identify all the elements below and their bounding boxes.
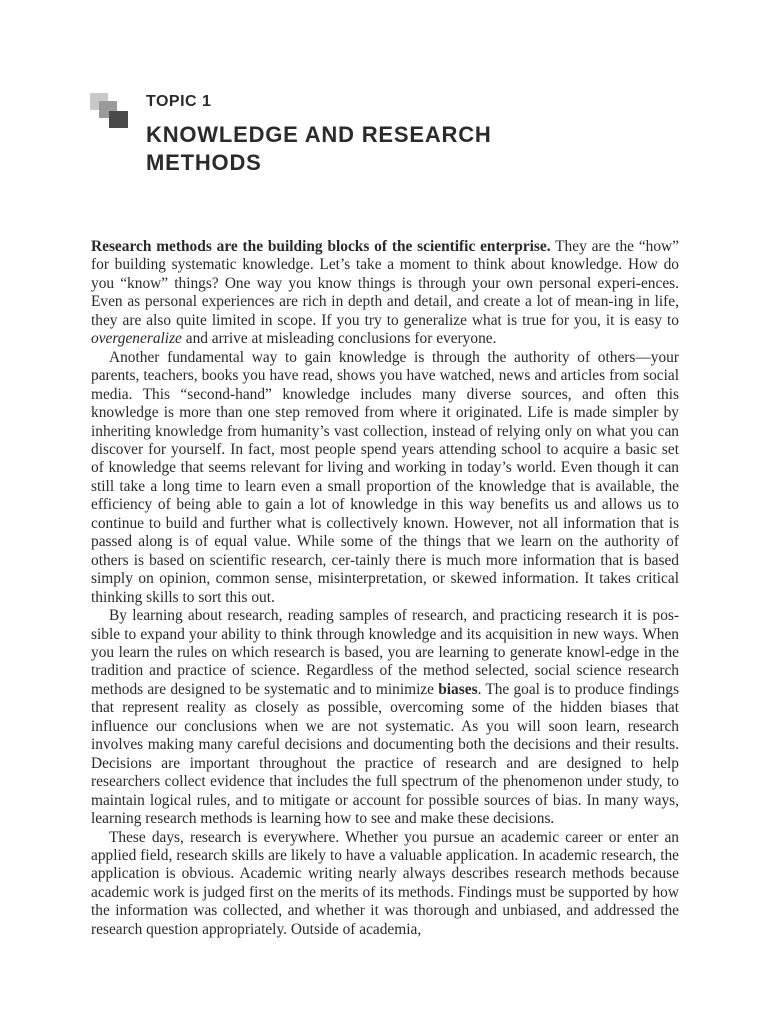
dark-square-shape bbox=[109, 111, 128, 128]
chapter-title-line-1: KNOWLEDGE AND RESEARCH bbox=[146, 122, 492, 147]
lead-sentence: Research methods are the building blocks of the scientific enterprise. bbox=[91, 238, 551, 255]
body-text bbox=[91, 238, 679, 939]
paragraph-3 bbox=[91, 607, 679, 828]
paragraph-3-text-a: By learning about research, reading samples of research, and practicing research it is pos-sible to expand your ability to think through knowledge and its acquisition in new ways. When you learn the rules on which research is based, you are learning to generate knowl-edge in the tradition and practice of science. Regardless of the method selected, social science research methods are designed to be systematic and to minimize bbox=[91, 607, 679, 698]
paragraph-3-text-b: . The goal is to produce findings that represent reality as closely as possible, overcoming some of the hidden biases that influence our conclusions when we are not systematic. As you will soon learn, research involves making many careful decisions and documenting both the decisions and their results. Decisions are important throughout the practice of research and are designed to help researchers collect evidence that includes the full spectrum of the phenomenon under study, to maintain logical rules, and to mitigate or account for possible sources of bias. In many ways, learning research methods is learning how to see and make these decisions. bbox=[91, 680, 679, 828]
italic-term: overgeneralize bbox=[91, 330, 182, 348]
paragraph-4: These days, research is everywhere. Whether you pursue an academic career or enter an applied field, research skills are likely to have a valuable application. In academic research, the application is obvious. Academic writing nearly always describes research methods because academic work is judged first on the merits of its methods. Findings must be supported by how the information was collected, and whether it was thorough and unbiased, and addressed the research question appropriately. Outside of academia, bbox=[91, 828, 679, 938]
chapter-title-line-2: METHODS bbox=[146, 150, 262, 175]
topic-squares-icon bbox=[90, 93, 130, 129]
paragraph-1-text-b: and arrive at misleading conclusions for everyone. bbox=[181, 330, 497, 348]
chapter-title bbox=[146, 121, 646, 177]
paragraph-1 bbox=[91, 238, 679, 349]
paragraph-1-text-a: They are the “how” for building systematic knowledge. Let’s take a moment to think about knowledge. How do you “know” things? One way you know things is through your own personal experi-ences. Even as personal experiences are rich in depth and detail, and create a lot of mean-ing in life, they are also quite limited in scope. If you try to generalize what is true for you, it is easy to bbox=[91, 238, 679, 329]
key-term-biases: biases bbox=[438, 680, 478, 698]
topic-number-label: TOPIC 1 bbox=[146, 93, 212, 110]
paragraph-2: Another fundamental way to gain knowledge is through the authority of others—your parents, teachers, books you have read, shows you have watched, news and articles from social media. This “second-hand” knowledge includes many diverse sources, and often this knowledge is more than one step removed from where it originated. Life is made simpler by inheriting knowledge from humanity’s vast collection, instead of relying only on what you can discover for yourself. In fact, most people spend years attending school to acquire a basic set of knowledge that seems relevant for living and working in today’s world. Even though it can still take a long time to learn even a small proportion of the knowledge that is available, the efficiency of being able to gain a lot of knowledge in this way benefits us and allows us to continue to build and further what is collectively known. However, not all information that is passed along is of equal value. While some of the things that we learn on the authority of others is based on scientific research, cer-tainly there is much more information that is based simply on opinion, common sense, misinterpretation, or skewed information. It takes critical thinking skills to sort this out. bbox=[91, 348, 679, 606]
